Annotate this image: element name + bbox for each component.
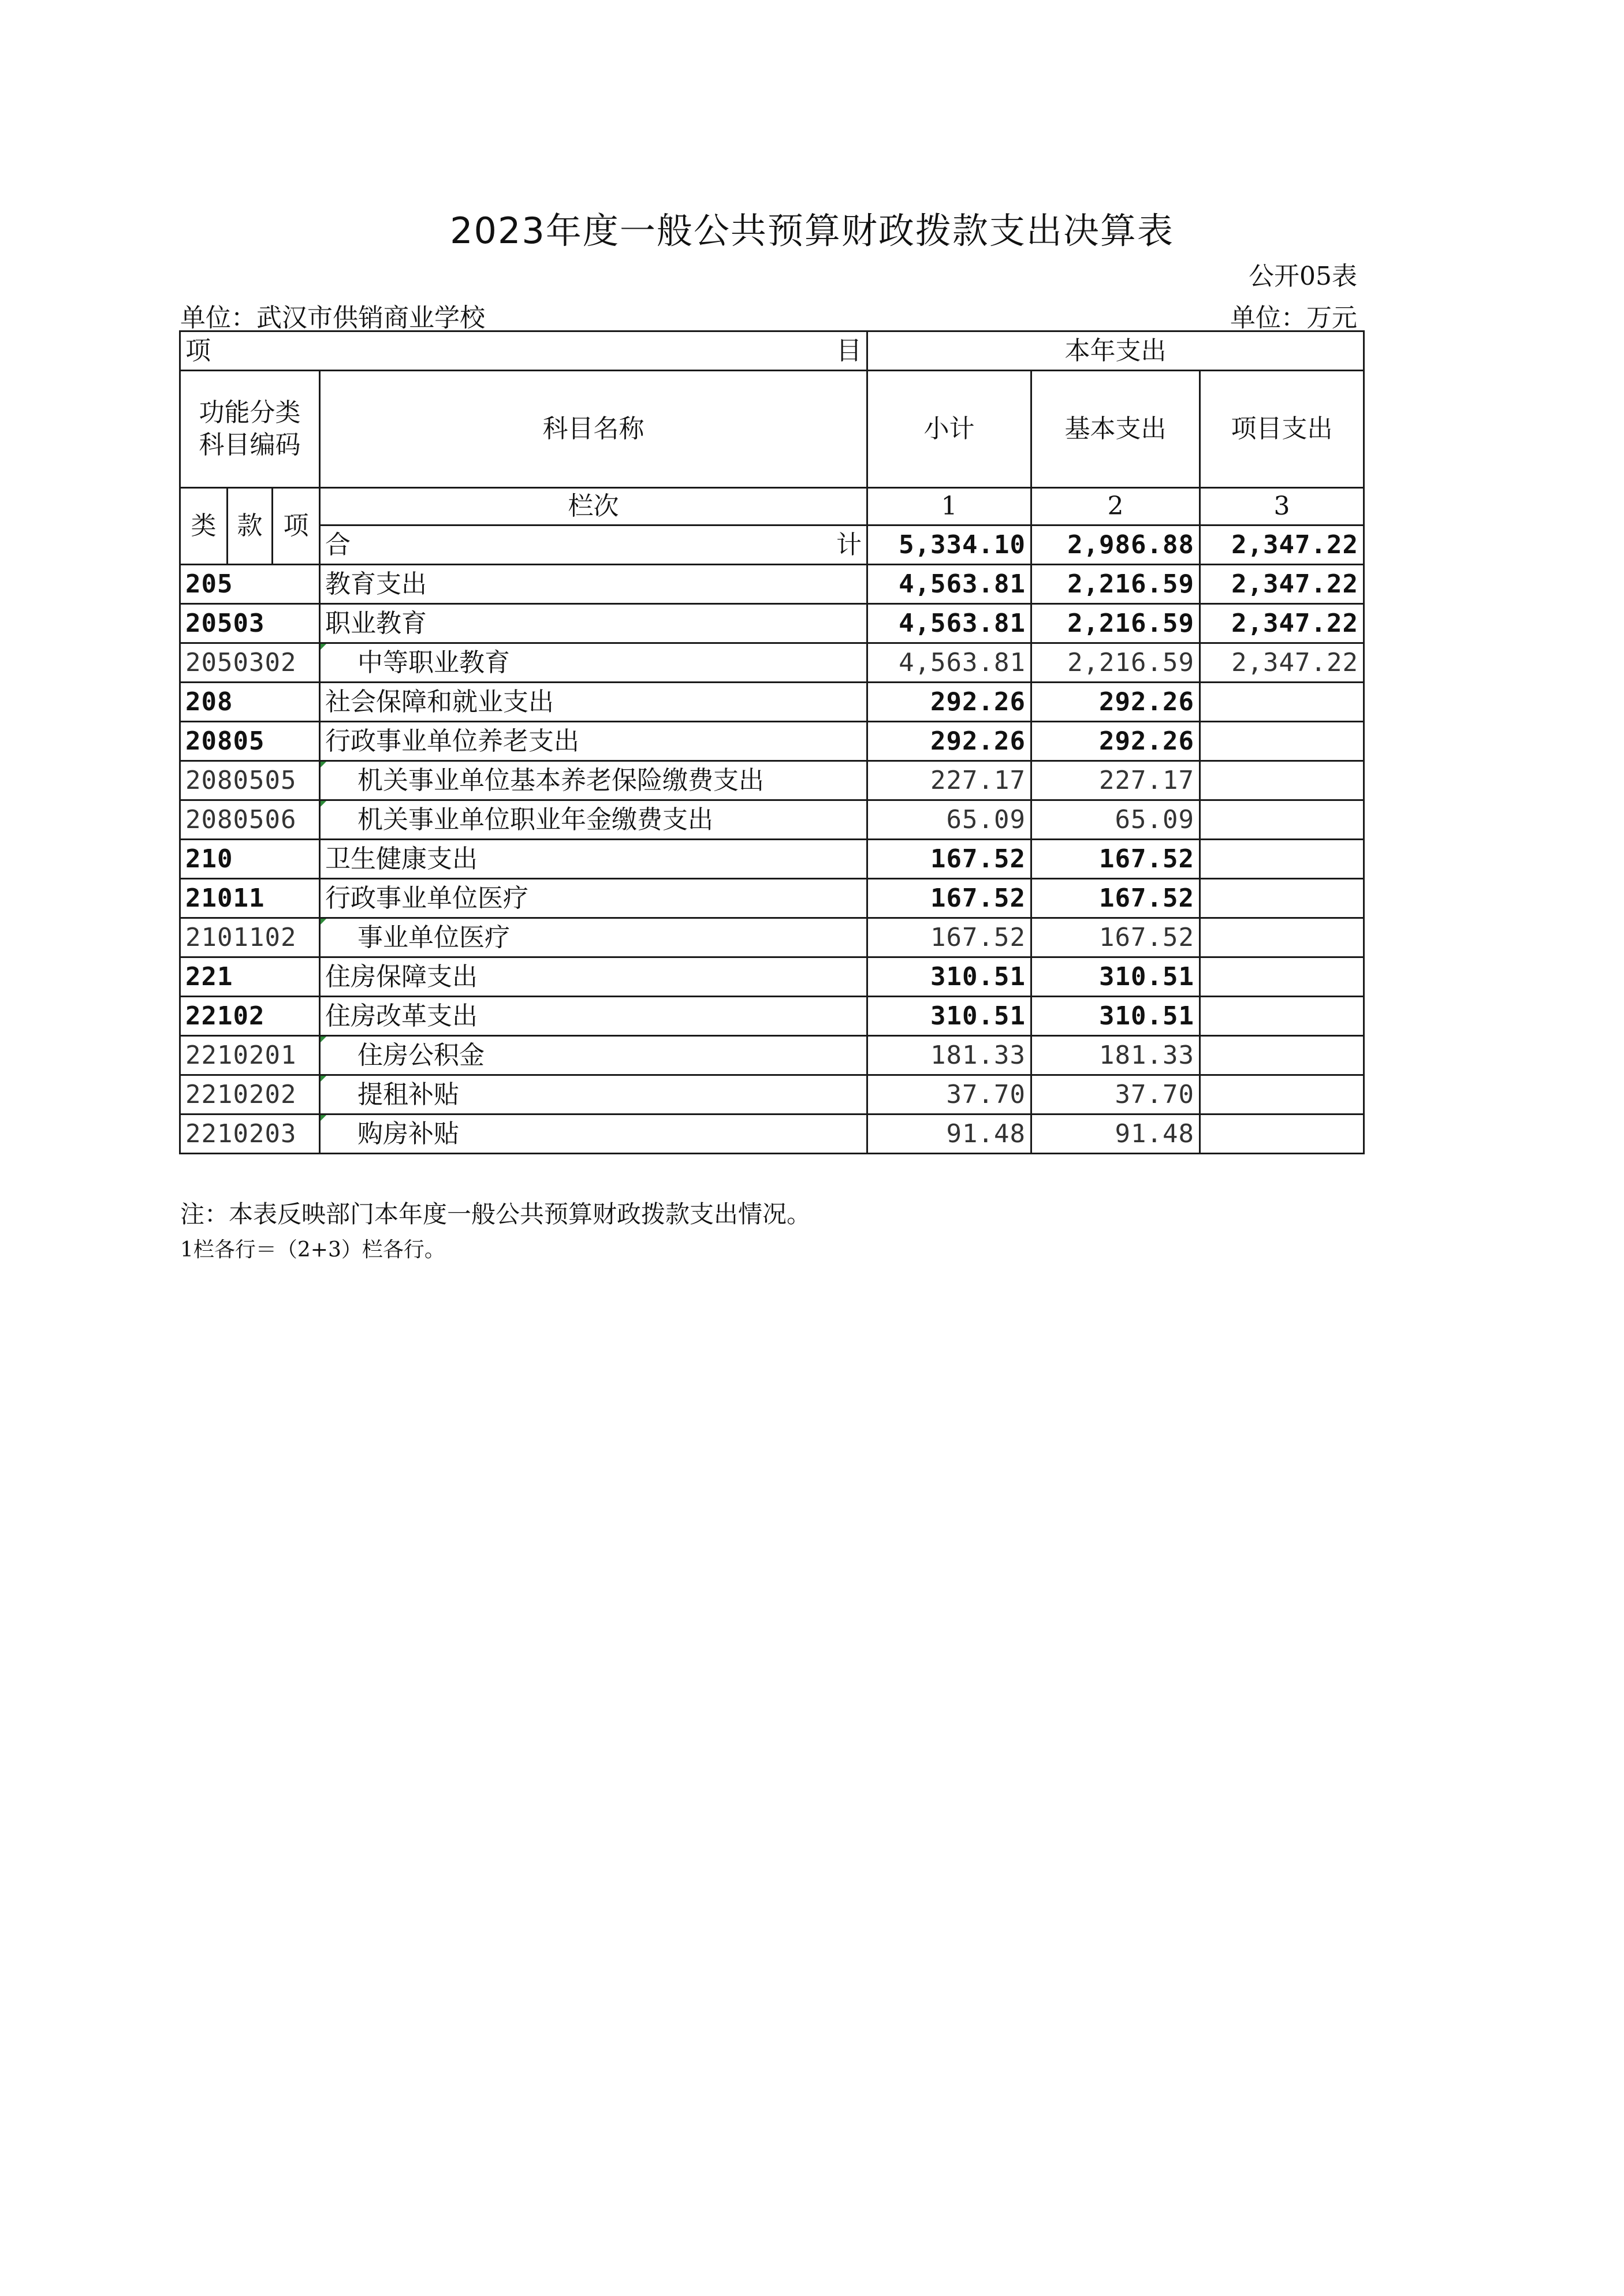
row-subtotal: 310.51 (867, 957, 1031, 997)
header-mu: 目 (836, 336, 862, 366)
total-label (320, 525, 867, 565)
row-project: 2,347.22 (1200, 604, 1364, 643)
table-row (180, 722, 1364, 761)
row-subtotal: 227.17 (867, 761, 1031, 800)
row-project (1200, 722, 1364, 761)
total-basic: 2,986.88 (1031, 525, 1200, 565)
row-code: 20503 (180, 604, 320, 643)
header-xiang-col: 项 (273, 488, 320, 565)
row-code: 2210201 (180, 1036, 320, 1075)
note-2: 1栏各行＝（2+3）栏各行。 (180, 1238, 445, 1262)
header-subtotal: 小计 (867, 371, 1031, 488)
header-func-class-code: 功能分类 科目编码 (180, 371, 320, 488)
row-subtotal: 181.33 (867, 1036, 1031, 1075)
row-basic: 37.70 (1031, 1075, 1200, 1115)
row-subtotal: 4,563.81 (867, 604, 1031, 643)
row-name: 机关事业单位职业年金缴费支出 (320, 800, 867, 840)
header-basic-expense: 基本支出 (1031, 371, 1200, 488)
row-basic: 292.26 (1031, 683, 1200, 722)
row-code: 208 (180, 683, 320, 722)
row-subtotal: 91.48 (867, 1115, 1031, 1154)
row-code: 2080506 (180, 800, 320, 840)
row-subtotal: 37.70 (867, 1075, 1031, 1115)
row-code: 21011 (180, 879, 320, 918)
row-code: 2210203 (180, 1115, 320, 1154)
header-row-3 (180, 488, 1364, 525)
header-col3: 3 (1200, 488, 1364, 525)
table-row (180, 1036, 1364, 1075)
row-project (1200, 1036, 1364, 1075)
table-row (180, 761, 1364, 800)
row-basic: 2,216.59 (1031, 604, 1200, 643)
table-row (180, 957, 1364, 997)
header-lanci: 栏次 (320, 488, 867, 525)
row-code: 210 (180, 840, 320, 879)
total-subtotal: 5,334.10 (867, 525, 1031, 565)
header-kuan: 款 (228, 488, 273, 565)
row-basic: 91.48 (1031, 1115, 1200, 1154)
row-basic: 227.17 (1031, 761, 1200, 800)
row-project (1200, 840, 1364, 879)
row-name: 住房保障支出 (320, 957, 867, 997)
header-project-expense: 项目支出 (1200, 371, 1364, 488)
table-row (180, 604, 1364, 643)
row-name: 行政事业单位医疗 (320, 879, 867, 918)
row-name: 购房补贴 (320, 1115, 867, 1154)
table-row (180, 643, 1364, 683)
header-current-year-expense: 本年支出 (867, 331, 1364, 371)
row-project (1200, 683, 1364, 722)
table-row (180, 879, 1364, 918)
table-row (180, 997, 1364, 1036)
note-1: 注：本表反映部门本年度一般公共预算财政拨款支出情况。 (180, 1200, 811, 1228)
header-xiang: 项 (185, 336, 211, 366)
row-basic: 310.51 (1031, 997, 1200, 1036)
header-col1: 1 (867, 488, 1031, 525)
row-subtotal: 292.26 (867, 722, 1031, 761)
total-project: 2,347.22 (1200, 525, 1364, 565)
total-ji: 计 (836, 530, 862, 560)
row-basic: 167.52 (1031, 918, 1200, 957)
table-row (180, 1075, 1364, 1115)
header-col2: 2 (1031, 488, 1200, 525)
row-project (1200, 761, 1364, 800)
row-code: 22102 (180, 997, 320, 1036)
row-subtotal: 167.52 (867, 879, 1031, 918)
table-code: 公开05表 (1249, 262, 1357, 291)
row-project (1200, 957, 1364, 997)
row-subtotal: 4,563.81 (867, 565, 1031, 604)
row-basic: 167.52 (1031, 879, 1200, 918)
row-project (1200, 918, 1364, 957)
row-name: 提租补贴 (320, 1075, 867, 1115)
row-project: 2,347.22 (1200, 565, 1364, 604)
row-project (1200, 1115, 1364, 1154)
row-subtotal: 167.52 (867, 840, 1031, 879)
row-code: 2210202 (180, 1075, 320, 1115)
total-he: 合 (325, 530, 351, 560)
row-code: 2050302 (180, 643, 320, 683)
row-subtotal: 4,563.81 (867, 643, 1031, 683)
header-lei: 类 (180, 488, 228, 565)
total-row (180, 525, 1364, 565)
table-row (180, 1115, 1364, 1154)
page-title: 2023年度一般公共预算财政拨款支出决算表 (450, 210, 1174, 252)
row-name: 行政事业单位养老支出 (320, 722, 867, 761)
row-name: 卫生健康支出 (320, 840, 867, 879)
row-basic: 181.33 (1031, 1036, 1200, 1075)
table-row (180, 840, 1364, 879)
row-name: 职业教育 (320, 604, 867, 643)
row-name: 教育支出 (320, 565, 867, 604)
row-basic: 167.52 (1031, 840, 1200, 879)
row-subtotal: 167.52 (867, 918, 1031, 957)
table-row (180, 918, 1364, 957)
row-code: 2080505 (180, 761, 320, 800)
row-code: 20805 (180, 722, 320, 761)
header-row-2 (180, 371, 1364, 488)
reporting-unit: 单位：武汉市供销商业学校 (180, 303, 485, 333)
row-project (1200, 997, 1364, 1036)
table-row (180, 683, 1364, 722)
row-subtotal: 65.09 (867, 800, 1031, 840)
row-code: 221 (180, 957, 320, 997)
row-code: 2101102 (180, 918, 320, 957)
header-row-1 (180, 331, 1364, 371)
row-name: 住房公积金 (320, 1036, 867, 1075)
row-basic: 65.09 (1031, 800, 1200, 840)
row-name: 事业单位医疗 (320, 918, 867, 957)
row-basic: 2,216.59 (1031, 643, 1200, 683)
table-row (180, 565, 1364, 604)
row-name: 住房改革支出 (320, 997, 867, 1036)
row-name: 机关事业单位基本养老保险缴费支出 (320, 761, 867, 800)
notes (180, 1197, 811, 1268)
row-basic: 2,216.59 (1031, 565, 1200, 604)
expenditure-table (179, 330, 1365, 1154)
row-basic: 310.51 (1031, 957, 1200, 997)
header-subject-name: 科目名称 (320, 371, 867, 488)
row-code: 205 (180, 565, 320, 604)
row-subtotal: 292.26 (867, 683, 1031, 722)
row-basic: 292.26 (1031, 722, 1200, 761)
row-name: 中等职业教育 (320, 643, 867, 683)
row-project (1200, 1075, 1364, 1115)
row-project: 2,347.22 (1200, 643, 1364, 683)
row-subtotal: 310.51 (867, 997, 1031, 1036)
currency-unit: 单位：万元 (1230, 303, 1357, 333)
table-row (180, 800, 1364, 840)
row-project (1200, 800, 1364, 840)
header-item (180, 331, 867, 371)
row-name: 社会保障和就业支出 (320, 683, 867, 722)
row-project (1200, 879, 1364, 918)
